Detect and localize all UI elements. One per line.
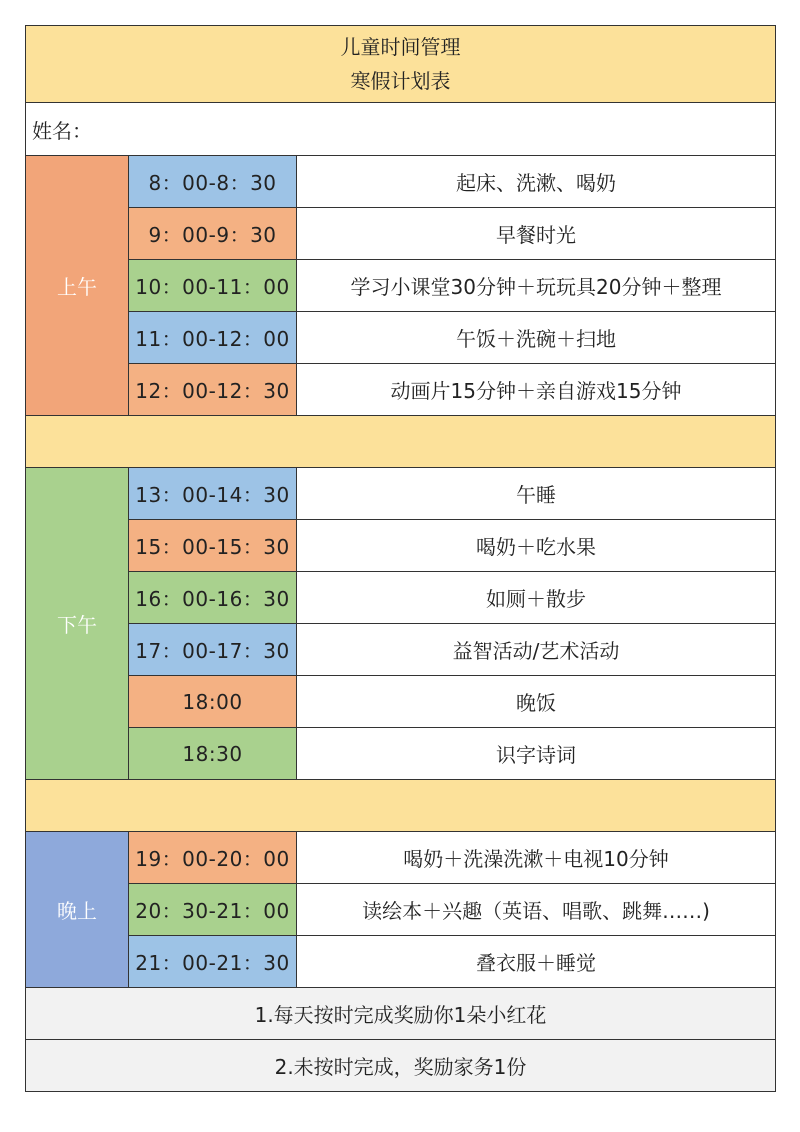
activity-cell: 动画片15分钟＋亲自游戏15分钟	[297, 364, 776, 416]
time-cell: 17：00-17：30	[129, 624, 297, 676]
time-cell: 15：00-15：30	[129, 520, 297, 572]
time-cell: 10：00-11：00	[129, 260, 297, 312]
separator-band	[26, 416, 776, 468]
time-cell: 18:00	[129, 676, 297, 728]
activity-cell: 识字诗词	[297, 728, 776, 780]
activity-cell: 午睡	[297, 468, 776, 520]
note-penalty: 2.未按时完成，奖励家务1份	[26, 1040, 776, 1092]
period-afternoon: 下午	[26, 468, 129, 780]
activity-cell: 叠衣服＋睡觉	[297, 936, 776, 988]
schedule-table	[25, 25, 776, 1092]
activity-cell: 学习小课堂30分钟＋玩玩具20分钟＋整理	[297, 260, 776, 312]
period-evening: 晚上	[26, 832, 129, 988]
activity-cell: 喝奶＋洗澡洗漱＋电视10分钟	[297, 832, 776, 884]
title-line-2: 寒假计划表	[350, 69, 451, 93]
period-morning: 上午	[26, 156, 129, 416]
time-cell: 8：00-8：30	[129, 156, 297, 208]
time-cell: 16：00-16：30	[129, 572, 297, 624]
time-cell: 9：00-9：30	[129, 208, 297, 260]
time-cell: 12：00-12：30	[129, 364, 297, 416]
activity-cell: 午饭＋洗碗＋扫地	[297, 312, 776, 364]
time-cell: 13：00-14：30	[129, 468, 297, 520]
activity-cell: 喝奶＋吃水果	[297, 520, 776, 572]
activity-cell: 如厕＋散步	[297, 572, 776, 624]
time-cell: 18:30	[129, 728, 297, 780]
title-line-1: 儿童时间管理	[340, 35, 461, 59]
name-field[interactable]: 姓名：	[26, 103, 776, 156]
activity-cell: 读绘本＋兴趣（英语、唱歌、跳舞……)	[297, 884, 776, 936]
activity-cell: 益智活动/艺术活动	[297, 624, 776, 676]
activity-cell: 早餐时光	[297, 208, 776, 260]
time-cell: 21：00-21：30	[129, 936, 297, 988]
note-reward: 1.每天按时完成奖励你1朵小红花	[26, 988, 776, 1040]
sheet-title	[26, 26, 776, 103]
time-cell: 19：00-20：00	[129, 832, 297, 884]
time-cell: 20：30-21：00	[129, 884, 297, 936]
activity-cell: 晚饭	[297, 676, 776, 728]
separator-band	[26, 780, 776, 832]
activity-cell: 起床、洗漱、喝奶	[297, 156, 776, 208]
time-cell: 11：00-12：00	[129, 312, 297, 364]
